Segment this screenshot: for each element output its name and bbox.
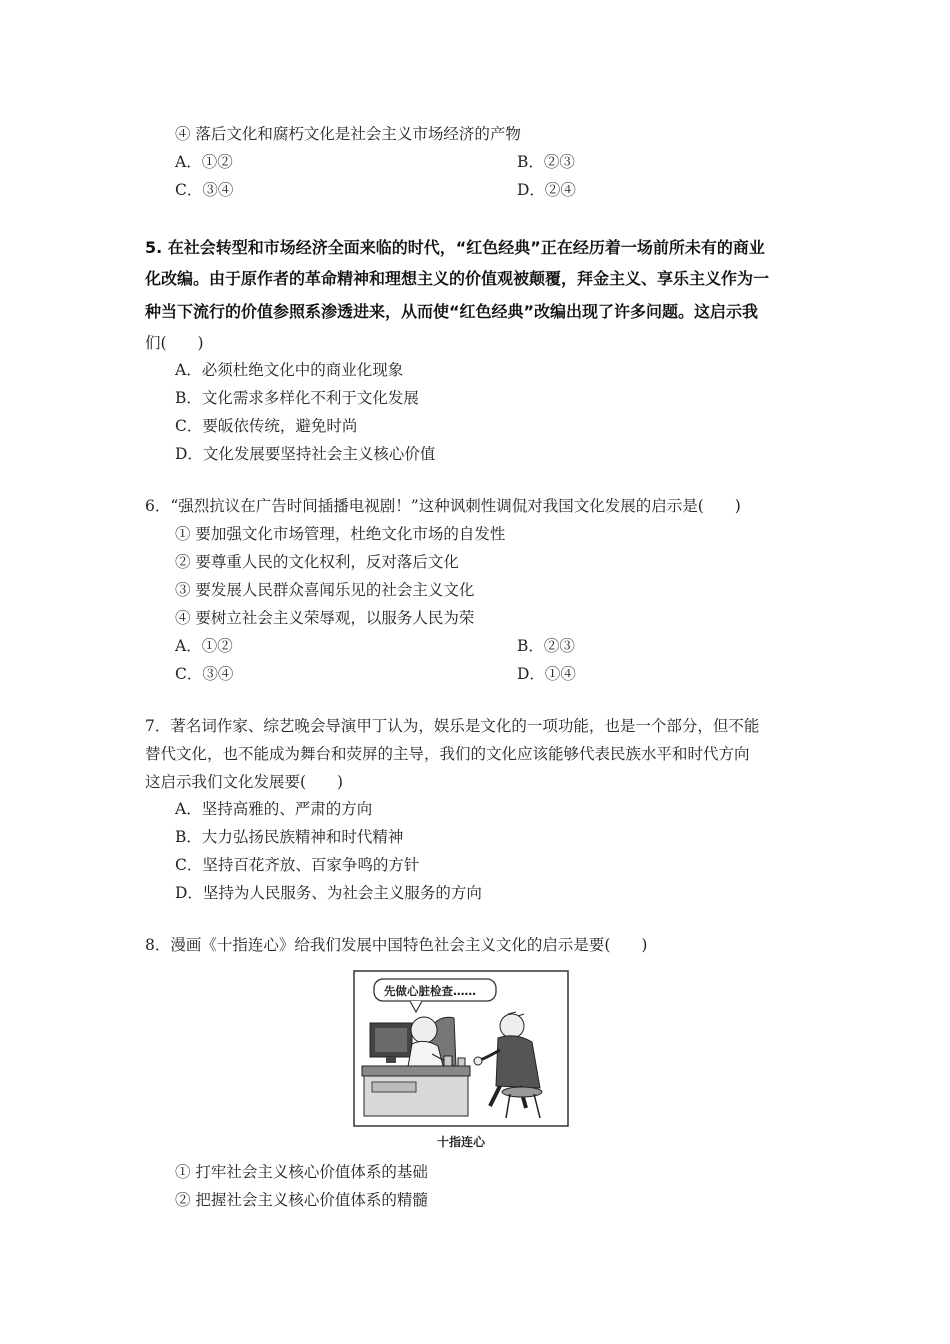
q6-item-2: ② 要尊重人民的文化权利，反对落后文化 (175, 553, 459, 571)
prev-option-d: D．②④ (517, 181, 576, 199)
q5-stem-line-2: 化改编。由于原作者的革命精神和理想主义的价值观被颠覆，拜金主义、享乐主义作为一 (145, 269, 770, 288)
q6-item-1: ① 要加强文化市场管理，杜绝文化市场的自发性 (175, 525, 506, 543)
q5-option-a: A．必须杜绝文化中的商业化现象 (175, 361, 404, 379)
q7-option-a: A．坚持高雅的、严肃的方向 (175, 800, 373, 818)
q5-stem-line-4: 们( ) (145, 334, 204, 352)
q6-item-3: ③ 要发展人民群众喜闻乐见的社会主义文化 (175, 581, 475, 599)
q6-stem: 6．“强烈抗议在广告时间插播电视剧！”这种讽刺性调侃对我国文化发展的启示是( ) (145, 497, 741, 515)
q5-option-c: C．要皈依传统，避免时尚 (175, 417, 358, 435)
prev-option-a: A．①② (175, 153, 233, 171)
q5-stem-line-3: 种当下流行的价值参照系渗透进来，从而使“红色经典”改编出现了许多问题。这启示我 (145, 302, 759, 321)
q7-option-d: D．坚持为人民服务、为社会主义服务的方向 (175, 884, 482, 902)
q8-item-1: ① 打牢社会主义核心价值体系的基础 (175, 1163, 428, 1181)
q8-stem: 8．漫画《十指连心》给我们发展中国特色社会主义文化的启示是要( ) (145, 936, 648, 954)
q6-option-c: C．③④ (175, 665, 234, 683)
prev-item-4: ④ 落后文化和腐朽文化是社会主义市场经济的产物 (175, 125, 521, 143)
speech-bubble-text: 先做心脏检查…… (384, 984, 476, 998)
q7-option-c: C．坚持百花齐放、百家争鸣的方针 (175, 856, 420, 874)
prev-option-b: B．②③ (517, 153, 575, 171)
q6-option-a: A．①② (175, 637, 233, 655)
q5-stem-line-1: 5. 在社会转型和市场经济全面来临的时代，“红色经典”正在经历着一场前所未有的商业 (145, 238, 765, 257)
cartoon-figure (350, 970, 572, 1153)
q5-option-b: B．文化需求多样化不利于文化发展 (175, 389, 419, 407)
q7-stem-line-3: 这启示我们文化发展要( ) (145, 773, 344, 791)
prev-option-c: C．③④ (175, 181, 234, 199)
cartoon-illustration (350, 970, 572, 1153)
cartoon-caption: 十指连心 (436, 1135, 486, 1149)
q6-item-4: ④ 要树立社会主义荣辱观，以服务人民为荣 (175, 609, 475, 627)
q7-stem-line-2: 替代文化，也不能成为舞台和荧屏的主导，我们的文化应该能够代表民族水平和时代方向 (145, 745, 750, 763)
q6-option-b: B．②③ (517, 637, 575, 655)
q7-option-b: B．大力弘扬民族精神和时代精神 (175, 828, 404, 846)
q7-stem-line-1: 7．著名词作家、综艺晚会导演甲丁认为，娱乐是文化的一项功能，也是一个部分，但不能 (145, 717, 760, 735)
q8-item-2: ② 把握社会主义核心价值体系的精髓 (175, 1191, 428, 1209)
q6-option-d: D．①④ (517, 665, 576, 683)
q5-option-d: D．文化发展要坚持社会主义核心价值 (175, 445, 436, 463)
